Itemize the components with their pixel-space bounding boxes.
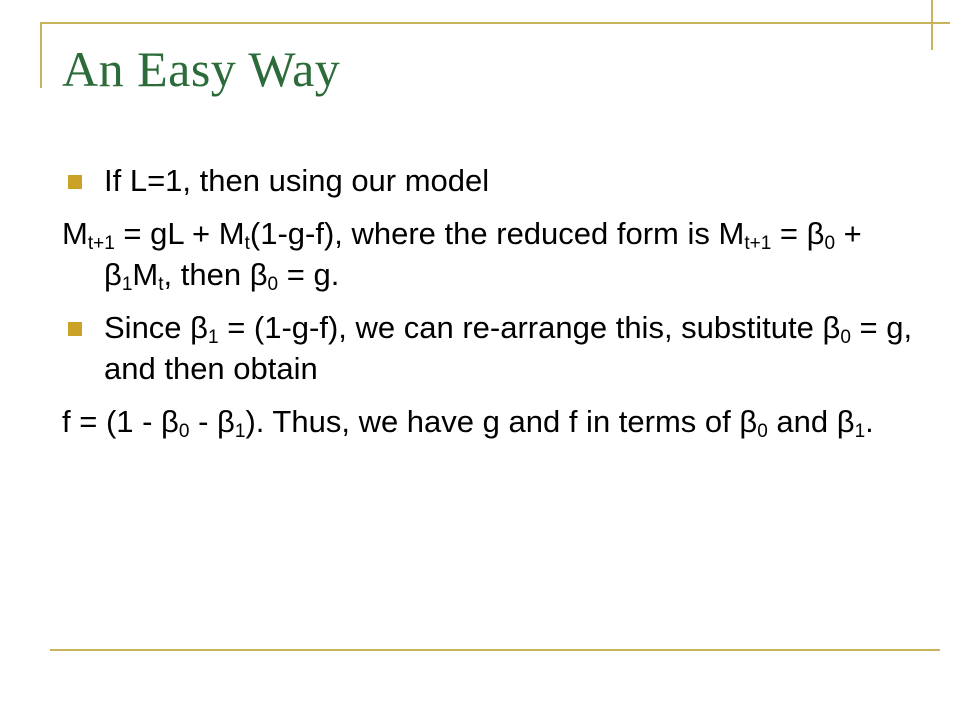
bullet-square-icon: [68, 322, 82, 336]
text-run: + β: [104, 216, 862, 292]
text-run: M: [132, 257, 159, 292]
text-run: f = (1 - β: [62, 404, 179, 439]
paragraph-text: If L=1, then using our model: [104, 163, 490, 198]
text-run: = gL + M: [114, 216, 245, 251]
text-run: = (1-g-f), we can re-arrange this, substitute β: [218, 310, 841, 345]
text-run: .: [865, 404, 874, 439]
subscript: 1: [208, 327, 219, 348]
paragraph-2: [62, 213, 932, 295]
subscript: t: [244, 233, 250, 254]
subscript: t+1: [87, 233, 115, 254]
frame-bottom-line: [50, 649, 940, 651]
subscript: 1: [121, 274, 133, 295]
text-run: M: [62, 216, 88, 251]
text-run: Since β: [104, 310, 208, 345]
text-run: and β: [767, 404, 855, 439]
frame-top-line: [40, 22, 950, 24]
frame-right-line: [931, 0, 933, 50]
subscript: 0: [757, 421, 768, 442]
slide-title: An Easy Way: [62, 41, 341, 97]
text-run: = β: [771, 216, 825, 251]
text-run: (1-g-f), where the reduced form is M: [249, 216, 745, 251]
text-run: - β: [189, 404, 235, 439]
slide-body: [62, 160, 932, 454]
subscript: t+1: [744, 233, 772, 254]
bullet-paragraph-3: [62, 307, 932, 389]
subscript: 1: [854, 421, 866, 442]
paragraph-4: [62, 401, 932, 442]
bullet-square-icon: [68, 175, 82, 189]
subscript: 0: [178, 421, 190, 442]
bullet-paragraph-1: [62, 160, 932, 201]
subscript: 0: [824, 233, 836, 254]
text-run: = g.: [278, 257, 340, 292]
frame-left-line: [40, 22, 42, 88]
text-run: ). Thus, we have g and f in terms of β: [245, 404, 758, 439]
text-run: = g, and then obtain: [104, 310, 913, 386]
subscript: 0: [840, 327, 851, 348]
subscript: 1: [234, 421, 246, 442]
subscript: t: [158, 274, 164, 295]
subscript: 0: [267, 274, 279, 295]
text-run: , then β: [163, 257, 268, 292]
